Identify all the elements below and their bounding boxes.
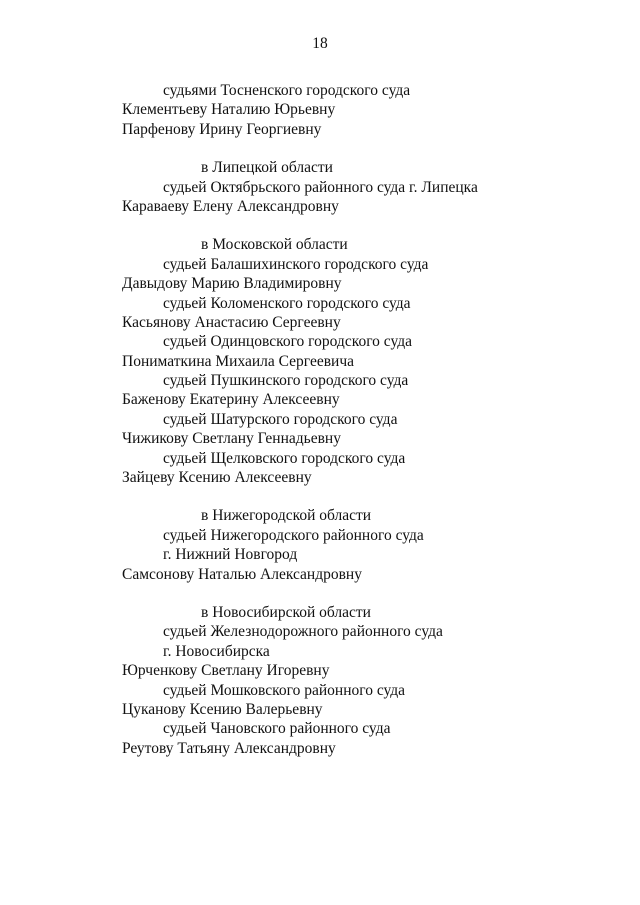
judge-name: Зайцеву Ксению Алексеевну: [122, 469, 312, 487]
region-heading: в Московской области: [201, 236, 348, 254]
page-number: 18: [312, 35, 328, 52]
court-line: судьей Железнодорожного районного суда: [163, 623, 443, 641]
document-body: [0, 81, 640, 777]
region-block: [0, 603, 640, 758]
judge-name: Касьянову Анастасию Сергеевну: [122, 313, 341, 331]
region-heading: в Нижегородской области: [201, 507, 372, 525]
court-line: судьей Октябрьского районного суда г. Липецка: [163, 178, 478, 196]
court-line: г. Новосибирска: [163, 642, 270, 660]
court-line: судьей Пушкинского городского суда: [163, 372, 409, 390]
region-heading: в Новосибирской области: [201, 603, 371, 621]
judge-name: Парфенову Ирину Георгиевну: [122, 120, 322, 138]
judge-name: Баженову Екатерину Алексеевну: [122, 391, 340, 409]
judge-name: Реутову Татьяну Александровну: [122, 739, 336, 757]
court-line: судьей Мошковского районного суда: [163, 681, 406, 699]
court-line: судьей Щелковского городского суда: [163, 449, 406, 467]
court-line: судьей Нижегородского районного суда: [163, 526, 424, 544]
judge-name: Клементьеву Наталию Юрьевну: [122, 101, 336, 119]
judge-name: Давыдову Марию Владимировну: [122, 275, 342, 293]
court-line: судьей Шатурского городского суда: [163, 410, 398, 428]
region-block: [0, 158, 640, 216]
judge-name: Пониматкина Михаила Сергеевича: [122, 352, 355, 370]
court-line: судьями Тосненского городского суда: [163, 82, 411, 99]
court-line: г. Нижний Новгород: [163, 546, 298, 564]
judge-name: Цуканову Ксению Валерьевну: [122, 700, 323, 718]
region-block: [0, 81, 640, 139]
region-heading: в Липецкой области: [201, 159, 333, 177]
region-block: [0, 506, 640, 584]
judge-name: Самсонову Наталью Александровну: [122, 565, 362, 583]
court-line: судьей Балашихинского городского суда: [163, 255, 429, 273]
judge-name: Юрченкову Светлану Игоревну: [122, 662, 330, 680]
court-line: судьей Одинцовского городского суда: [163, 333, 413, 351]
region-block: [0, 235, 640, 487]
court-line: судьей Чановского районного суда: [163, 720, 391, 738]
judge-name: Караваеву Елену Александровну: [122, 197, 339, 215]
court-line: судьей Коломенского городского суда: [163, 294, 411, 312]
judge-name: Чижикову Светлану Геннадьевну: [122, 430, 341, 448]
